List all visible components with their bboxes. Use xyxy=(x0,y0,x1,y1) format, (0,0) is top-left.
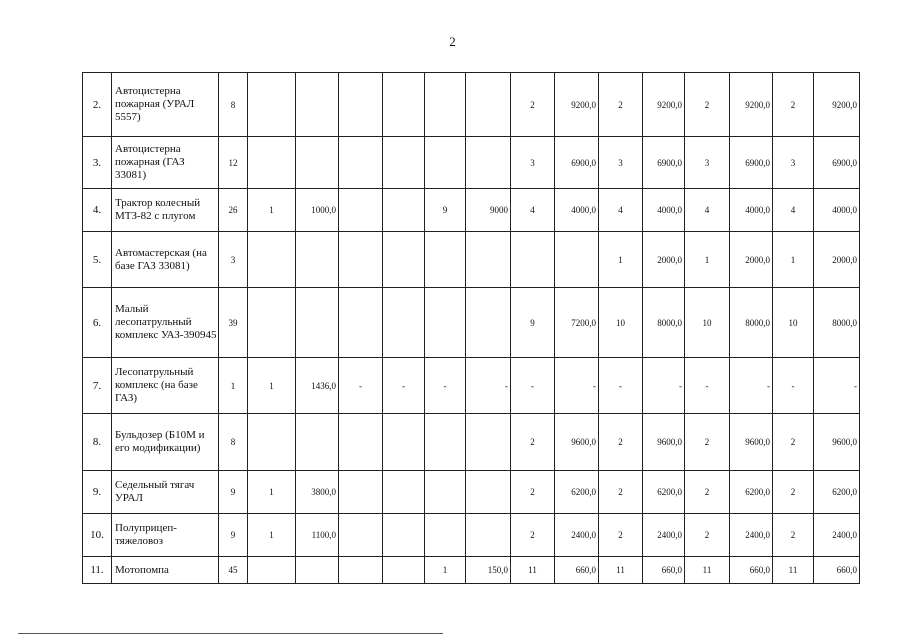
cost-cell: 2000,0 xyxy=(814,232,860,288)
cost-cell xyxy=(555,232,599,288)
count-cell: 10 xyxy=(685,288,730,358)
equipment-name: Седельный тягач УРАЛ xyxy=(112,471,219,514)
table-row xyxy=(83,471,860,514)
cost-cell: - xyxy=(814,358,860,414)
count-cell xyxy=(248,414,296,471)
count-cell: 1 xyxy=(248,358,296,414)
count-cell: - xyxy=(511,358,555,414)
count-cell xyxy=(425,288,466,358)
count-cell: - xyxy=(599,358,643,414)
cost-cell: - xyxy=(555,358,599,414)
count-cell: - xyxy=(339,358,383,414)
cost-cell: 660,0 xyxy=(814,557,860,584)
cost-cell: 6200,0 xyxy=(643,471,685,514)
count-cell: 2 xyxy=(685,471,730,514)
equipment-name: Мотопомпа xyxy=(112,557,219,584)
equipment-name: Бульдозер (Б10М и его модификации) xyxy=(112,414,219,471)
equipment-name: Автоцистерна пожарная (ГАЗ 33081) xyxy=(112,137,219,189)
cost-cell xyxy=(466,232,511,288)
cost-cell: 2400,0 xyxy=(814,514,860,557)
cost-cell: 8000,0 xyxy=(814,288,860,358)
count-cell: 4 xyxy=(685,189,730,232)
table-row xyxy=(83,189,860,232)
count-cell xyxy=(383,288,425,358)
count-cell: 9 xyxy=(219,471,248,514)
count-cell xyxy=(383,414,425,471)
count-cell: 2 xyxy=(773,471,814,514)
table-row xyxy=(83,358,860,414)
cost-cell: 6200,0 xyxy=(730,471,773,514)
count-cell: 3 xyxy=(599,137,643,189)
cost-cell: 9200,0 xyxy=(643,73,685,137)
cost-cell: 1100,0 xyxy=(296,514,339,557)
equipment-name: Полуприцеп-тяжеловоз xyxy=(112,514,219,557)
count-cell: 2 xyxy=(599,514,643,557)
count-cell: 2 xyxy=(599,73,643,137)
row-number: 2. xyxy=(83,73,112,137)
cost-cell: 2400,0 xyxy=(643,514,685,557)
row-number: 3. xyxy=(83,137,112,189)
count-cell xyxy=(383,137,425,189)
count-cell: 2 xyxy=(511,73,555,137)
count-cell xyxy=(425,471,466,514)
count-cell: 4 xyxy=(599,189,643,232)
table-row xyxy=(83,414,860,471)
count-cell: - xyxy=(773,358,814,414)
count-cell: 2 xyxy=(511,414,555,471)
cost-cell xyxy=(466,471,511,514)
count-cell xyxy=(339,73,383,137)
cost-cell: - xyxy=(730,358,773,414)
count-cell: 2 xyxy=(685,414,730,471)
count-cell: 45 xyxy=(219,557,248,584)
cost-cell: 3800,0 xyxy=(296,471,339,514)
row-number: 10. xyxy=(83,514,112,557)
cost-cell: 7200,0 xyxy=(555,288,599,358)
cost-cell: 6200,0 xyxy=(814,471,860,514)
count-cell: 11 xyxy=(685,557,730,584)
cost-cell xyxy=(296,414,339,471)
count-cell: 11 xyxy=(511,557,555,584)
cost-cell: 9200,0 xyxy=(814,73,860,137)
count-cell xyxy=(339,288,383,358)
count-cell xyxy=(248,288,296,358)
cost-cell: 9000 xyxy=(466,189,511,232)
cost-cell: 2400,0 xyxy=(555,514,599,557)
equipment-name: Трактор колесный МТЗ-82 с плугом xyxy=(112,189,219,232)
count-cell: 9 xyxy=(425,189,466,232)
cost-cell: 4000,0 xyxy=(555,189,599,232)
count-cell: - xyxy=(383,358,425,414)
count-cell: 8 xyxy=(219,73,248,137)
count-cell: 11 xyxy=(773,557,814,584)
cost-cell xyxy=(466,514,511,557)
count-cell xyxy=(248,73,296,137)
cost-cell xyxy=(466,288,511,358)
cost-cell: 9200,0 xyxy=(730,73,773,137)
table-row xyxy=(83,232,860,288)
row-number: 9. xyxy=(83,471,112,514)
equipment-name: Малый лесопатрульный комплекс УАЗ-390945 xyxy=(112,288,219,358)
cost-cell xyxy=(296,137,339,189)
cost-cell: 660,0 xyxy=(555,557,599,584)
count-cell: 2 xyxy=(599,414,643,471)
count-cell: 8 xyxy=(219,414,248,471)
row-number: 11. xyxy=(83,557,112,584)
equipment-name: Автомастерская (на базе ГАЗ 33081) xyxy=(112,232,219,288)
cost-cell: - xyxy=(466,358,511,414)
cost-cell: 9600,0 xyxy=(555,414,599,471)
row-number: 5. xyxy=(83,232,112,288)
count-cell: 4 xyxy=(511,189,555,232)
cost-cell xyxy=(296,557,339,584)
count-cell xyxy=(383,232,425,288)
row-number: 7. xyxy=(83,358,112,414)
cost-cell: 6900,0 xyxy=(555,137,599,189)
count-cell xyxy=(339,471,383,514)
cost-cell xyxy=(466,414,511,471)
count-cell xyxy=(339,557,383,584)
count-cell xyxy=(383,189,425,232)
count-cell xyxy=(511,232,555,288)
count-cell: 10 xyxy=(773,288,814,358)
cost-cell: 1000,0 xyxy=(296,189,339,232)
row-number: 4. xyxy=(83,189,112,232)
count-cell: 3 xyxy=(685,137,730,189)
cost-cell: 4000,0 xyxy=(643,189,685,232)
table-row xyxy=(83,288,860,358)
count-cell xyxy=(425,73,466,137)
cost-cell xyxy=(466,137,511,189)
cost-cell: 6900,0 xyxy=(730,137,773,189)
count-cell: 3 xyxy=(219,232,248,288)
count-cell xyxy=(339,189,383,232)
count-cell: 3 xyxy=(511,137,555,189)
count-cell: 1 xyxy=(425,557,466,584)
count-cell: 1 xyxy=(248,514,296,557)
cost-cell: 8000,0 xyxy=(730,288,773,358)
cost-cell xyxy=(296,73,339,137)
cost-cell xyxy=(296,288,339,358)
count-cell: 39 xyxy=(219,288,248,358)
cost-cell: 2000,0 xyxy=(730,232,773,288)
count-cell: 1 xyxy=(219,358,248,414)
count-cell xyxy=(383,514,425,557)
count-cell xyxy=(383,471,425,514)
count-cell xyxy=(339,514,383,557)
count-cell: 12 xyxy=(219,137,248,189)
cost-cell: 6900,0 xyxy=(643,137,685,189)
count-cell: 4 xyxy=(773,189,814,232)
count-cell: 2 xyxy=(773,414,814,471)
count-cell: - xyxy=(425,358,466,414)
count-cell: 9 xyxy=(219,514,248,557)
cost-cell xyxy=(466,73,511,137)
count-cell: 9 xyxy=(511,288,555,358)
count-cell: 1 xyxy=(248,471,296,514)
cost-cell: 150,0 xyxy=(466,557,511,584)
count-cell xyxy=(383,557,425,584)
count-cell: 1 xyxy=(773,232,814,288)
table-row xyxy=(83,557,860,584)
cost-cell: 2000,0 xyxy=(643,232,685,288)
count-cell xyxy=(339,414,383,471)
count-cell: 2 xyxy=(599,471,643,514)
count-cell xyxy=(425,414,466,471)
count-cell: 2 xyxy=(511,471,555,514)
count-cell: 3 xyxy=(773,137,814,189)
count-cell: 2 xyxy=(773,73,814,137)
table-body xyxy=(83,73,860,584)
count-cell: 2 xyxy=(685,73,730,137)
cost-cell xyxy=(296,232,339,288)
cost-cell: 4000,0 xyxy=(730,189,773,232)
cost-cell: 6200,0 xyxy=(555,471,599,514)
count-cell xyxy=(248,232,296,288)
cost-cell: 2400,0 xyxy=(730,514,773,557)
cost-cell: - xyxy=(643,358,685,414)
count-cell xyxy=(248,137,296,189)
count-cell xyxy=(248,557,296,584)
cost-cell: 1436,0 xyxy=(296,358,339,414)
count-cell: 2 xyxy=(685,514,730,557)
count-cell: 2 xyxy=(773,514,814,557)
count-cell xyxy=(425,232,466,288)
count-cell xyxy=(339,232,383,288)
equipment-name: Лесопатрульный комплекс (на базе ГАЗ) xyxy=(112,358,219,414)
cost-cell: 9200,0 xyxy=(555,73,599,137)
cost-cell: 660,0 xyxy=(730,557,773,584)
count-cell xyxy=(425,137,466,189)
cost-cell: 9600,0 xyxy=(730,414,773,471)
table-row xyxy=(83,73,860,137)
count-cell xyxy=(425,514,466,557)
cost-cell: 4000,0 xyxy=(814,189,860,232)
cost-cell: 660,0 xyxy=(643,557,685,584)
cost-cell: 6900,0 xyxy=(814,137,860,189)
count-cell: 1 xyxy=(599,232,643,288)
count-cell: 2 xyxy=(511,514,555,557)
row-number: 8. xyxy=(83,414,112,471)
page-number: 2 xyxy=(449,34,456,49)
row-number: 6. xyxy=(83,288,112,358)
count-cell xyxy=(383,73,425,137)
count-cell: 1 xyxy=(685,232,730,288)
footer-rule xyxy=(18,633,443,634)
count-cell: - xyxy=(685,358,730,414)
count-cell: 26 xyxy=(219,189,248,232)
equipment-name: Автоцистерна пожарная (УРАЛ 5557) xyxy=(112,73,219,137)
count-cell: 1 xyxy=(248,189,296,232)
cost-cell: 9600,0 xyxy=(814,414,860,471)
count-cell xyxy=(339,137,383,189)
cost-cell: 8000,0 xyxy=(643,288,685,358)
count-cell: 11 xyxy=(599,557,643,584)
table-row xyxy=(83,137,860,189)
table-row xyxy=(83,514,860,557)
count-cell: 10 xyxy=(599,288,643,358)
cost-cell: 9600,0 xyxy=(643,414,685,471)
equipment-table xyxy=(82,72,860,584)
